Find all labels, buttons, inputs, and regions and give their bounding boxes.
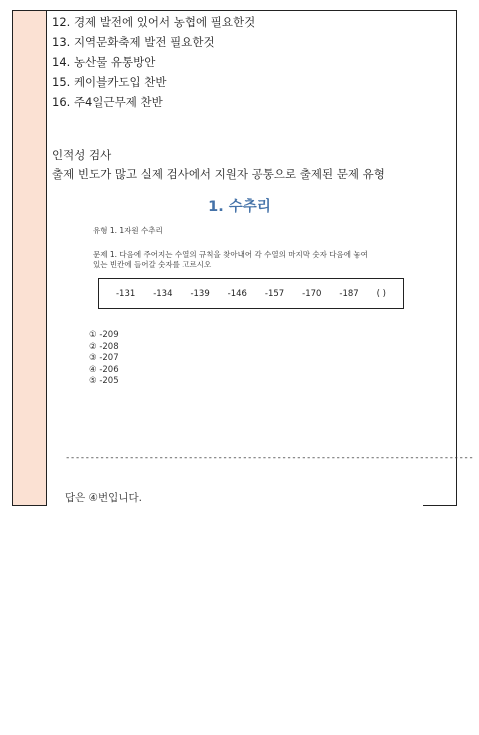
sequence-number: -131 [115, 288, 136, 299]
sequence-number: -157 [264, 288, 285, 299]
section-heading: 인적성 검사 [52, 148, 112, 162]
type-label: 유형 1. 1자원 수추리 [93, 226, 163, 235]
answer-options [89, 330, 119, 388]
side-margin-bar [13, 11, 47, 505]
question-line-1: 문제 1. 다음에 주어지는 수열의 규칙을 찾아내어 각 수열의 마지막 숫자 다음에 놓여 [93, 250, 368, 259]
question-line-2: 있는 빈칸에 들어갈 숫자를 고르시오 [93, 260, 212, 269]
sequence-number: -170 [302, 288, 322, 299]
option-item: ① -209 [89, 330, 119, 340]
sequence-number: -146 [227, 288, 247, 299]
option-item: ⑤ -205 [89, 376, 119, 386]
sequence-number: -139 [190, 288, 210, 299]
option-item: ③ -207 [89, 353, 119, 363]
sequence-blank: ( ) [376, 288, 386, 299]
topic-list [52, 12, 255, 112]
sequence-number: -187 [339, 288, 359, 299]
list-item: 15. 케이블카도입 찬반 [52, 75, 167, 89]
option-item: ④ -206 [89, 364, 119, 375]
list-item: 16. 주4일근무제 찬반 [52, 95, 163, 109]
sequence-number: -134 [153, 288, 173, 299]
divider-line: ----------------------------------------------------------------------------------- [65, 453, 474, 463]
section-description: 출제 빈도가 많고 실제 검사에서 지원자 공통으로 출제된 문제 유형 [52, 167, 385, 181]
option-item: ② -208 [89, 341, 119, 352]
list-item: 12. 경제 발전에 있어서 농협에 필요한것 [52, 15, 256, 29]
list-item: 14. 농산물 유통방안 [52, 55, 156, 69]
sequence-box [98, 278, 404, 309]
list-item: 13. 지역문화축제 발전 필요한것 [52, 35, 215, 49]
answer-text: 답은 ④번입니다. [65, 492, 142, 504]
problem-title: 1. 수추리 [208, 199, 271, 215]
